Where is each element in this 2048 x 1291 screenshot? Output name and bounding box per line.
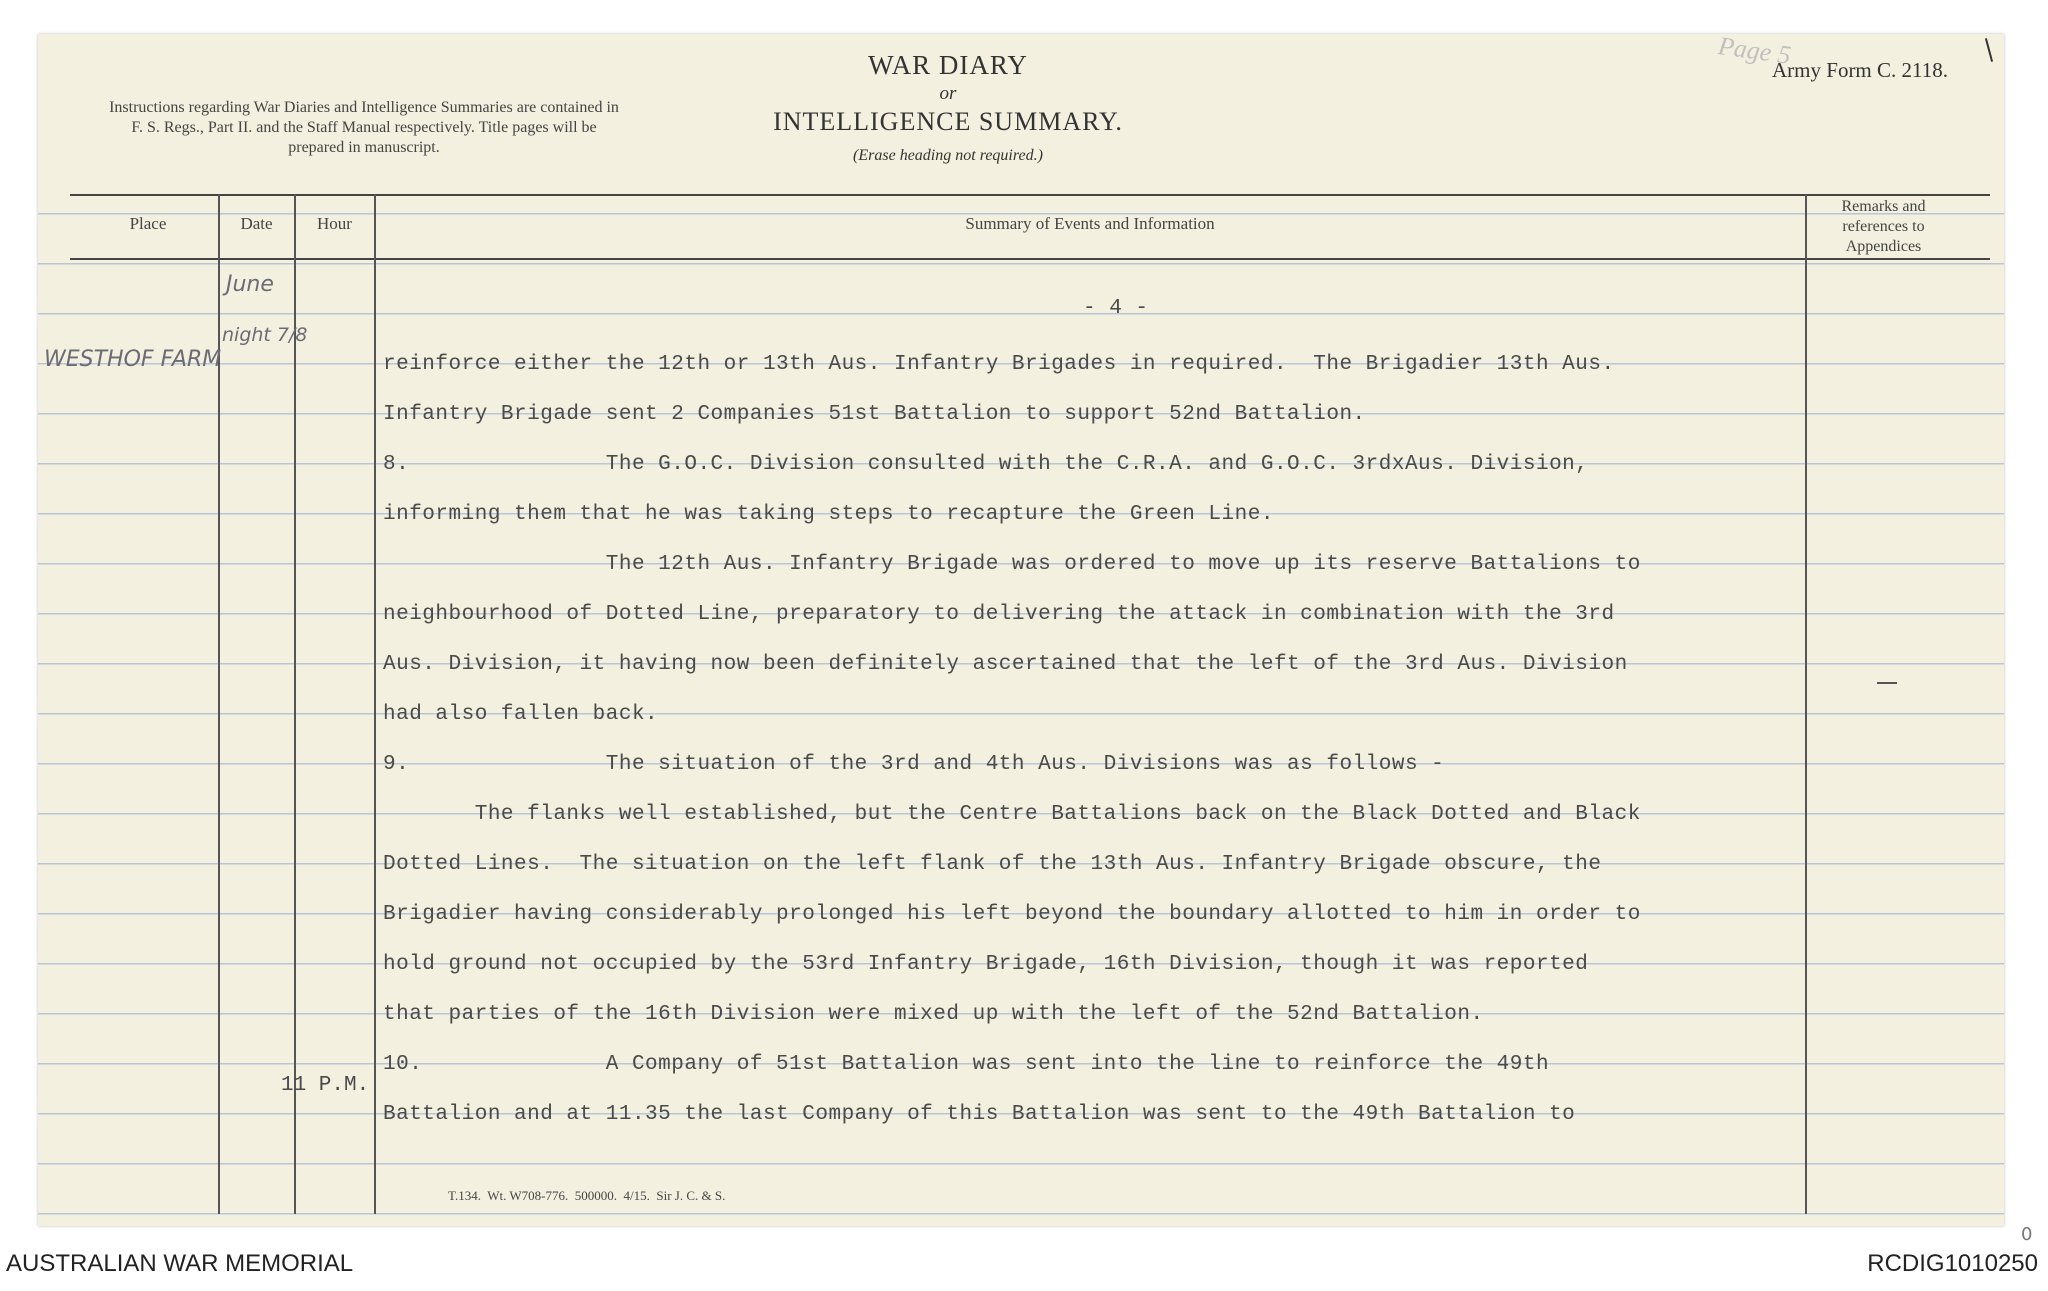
summary-line: The 12th Aus. Infantry Brigade was ordered to move up its reserve Battalions to [383, 553, 1641, 576]
title-note: (Erase heading not required.) [853, 147, 1043, 164]
summary-line: had also fallen back. [383, 703, 659, 726]
summary-line: Infantry Brigade sent 2 Companies 51st Battalion to support 52nd Battalion. [383, 403, 1366, 426]
summary-line: 10. A Company of 51st Battalion was sent into the line to reinforce the 49th [383, 1053, 1550, 1076]
army-form-number: Army Form C. 2118. [1772, 58, 1948, 82]
summary-line: Dotted Lines. The situation on the left flank of the 13th Aus. Infantry Brigade obscure, the [383, 853, 1602, 876]
divider-hour-summary [374, 194, 376, 1214]
summary-line: reinforce either the 12th or 13th Aus. Infantry Brigades in required. The Brigadier 13th Aus. [383, 353, 1615, 376]
remarks-header-line-3: Appendices [1845, 238, 1922, 255]
header-rule-bottom [70, 258, 1990, 260]
handwritten-page-mark: Page 5 [1716, 31, 1793, 70]
title-or: or [939, 83, 957, 104]
summary-line: hold ground not occupied by the 53rd Infantry Brigade, 16th Division, though it was reported [383, 953, 1589, 976]
remarks-header-line-2: references to [1842, 218, 1925, 235]
header-rule-top [70, 194, 1990, 196]
summary-line: The flanks well established, but the Centre Battalions back on the Black Dotted and Black [383, 803, 1641, 826]
hour-entry: 11 P.M. [281, 1074, 370, 1097]
diary-subtitle: INTELLIGENCE SUMMARY. [773, 107, 1123, 136]
handwritten-date-month: June [226, 272, 274, 297]
instructions-text: Instructions regarding War Diaries and Intelligence Summaries are contained in F. S. Regs., Part II. and the Staff Manual respectively. Title pages will be prepared in manuscript. [109, 99, 619, 156]
summary-line: informing them that he was taking steps to recapture the Green Line. [383, 503, 1274, 526]
summary-line: 9. The situation of the 3rd and 4th Aus. Divisions was as follows - [383, 753, 1445, 776]
handwritten-place: WESTHOF FARM [44, 347, 222, 372]
record-id: RCDIG1010250 [1867, 1250, 2038, 1277]
summary-line: that parties of the 16th Division were mixed up with the left of the 52nd Battalion. [383, 1003, 1484, 1026]
printer-imprint: T.134. Wt. W708-776. 500000. 4/15. Sir J. C. & S. [448, 1188, 726, 1203]
summary-line: neighbourhood of Dotted Line, preparatory to delivering the attack in combination with the 3rd [383, 603, 1615, 626]
edge-pencil-mark: 0 [2021, 1224, 2033, 1245]
summary-line: 8. The G.O.C. Division consulted with the C.R.A. and G.O.C. 3rdxAus. Division, [383, 453, 1589, 476]
handwritten-date-night: night 7/8 [222, 324, 308, 346]
column-header-summary: Summary of Events and Information [965, 214, 1215, 233]
column-header-place: Place [129, 214, 167, 233]
summary-line: Aus. Division, it having now been definitely ascertained that the left of the 3rd Aus. Division [383, 653, 1628, 676]
remarks-dash [1877, 682, 1897, 684]
divider-summary-remarks [1805, 194, 1807, 1214]
column-header-remarks [1806, 197, 1961, 257]
archive-credit: AUSTRALIAN WAR MEMORIAL [6, 1250, 354, 1277]
summary-line: Brigadier having considerably prolonged his left beyond the boundary allotted to him in order to [383, 903, 1641, 926]
remarks-header-line-1: Remarks and [1841, 198, 1926, 215]
diary-title: WAR DIARY [868, 50, 1028, 80]
diary-page [38, 31, 2033, 1245]
page-number: - 4 - [1083, 297, 1149, 320]
column-header-date: Date [240, 214, 273, 233]
title-block [678, 50, 1218, 165]
divider-date-hour [294, 194, 296, 1214]
summary-line: Battalion and at 11.35 the last Company of this Battalion was sent to the 49th Battalion to [383, 1103, 1576, 1126]
column-header-hour: Hour [317, 214, 352, 233]
